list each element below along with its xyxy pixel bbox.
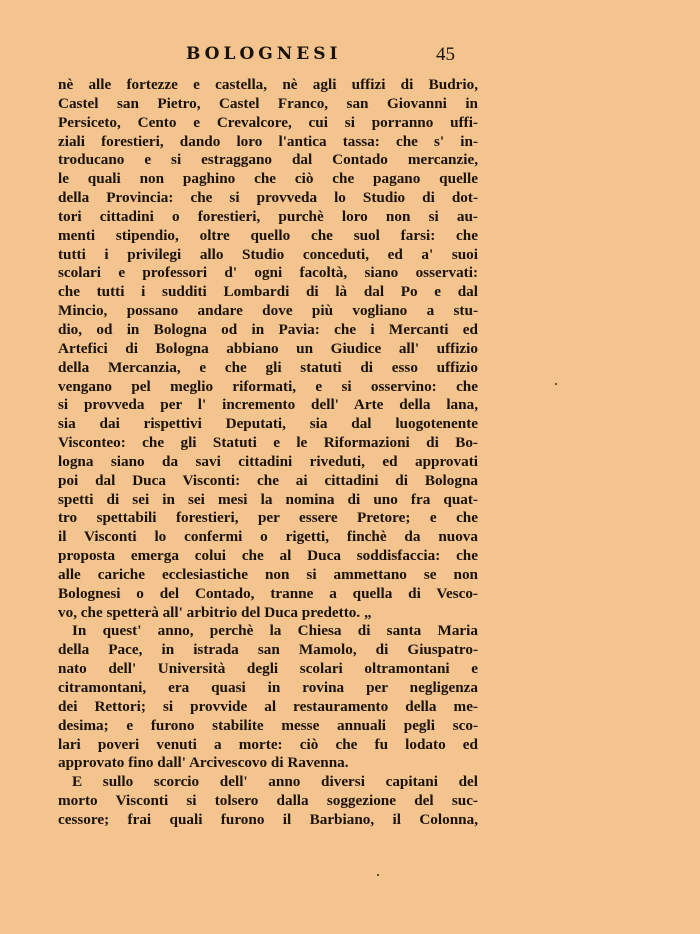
text-line: dei Rettori; si provvide al restauramento della me- — [58, 697, 478, 715]
scan-speck — [555, 383, 557, 385]
text-line: Mincio, possano andare dove più vogliano a stu- — [58, 302, 478, 320]
text-line: Bolognesi o del Contado, tranne a quella di Vesco- — [58, 584, 478, 602]
text-line: tutti i privilegi allo Studio conceduti, ed a' suoi — [58, 245, 478, 263]
body-text — [58, 76, 478, 830]
text-line: citramontani, era quasi in rovina per negligenza — [58, 679, 478, 696]
paragraph-first-line: E sullo scorcio dell' anno diversi capitani del — [72, 773, 478, 791]
text-line: menti stipendio, oltre quello che suol farsi: che — [58, 226, 478, 244]
text-line: sia dai rispettivi Deputati, sia dal luogotenente — [58, 415, 478, 433]
text-line: vengano pel meglio riformati, e si osservino: che — [58, 377, 478, 395]
running-title: BOLOGNESI — [186, 44, 342, 64]
text-line: le quali non paghino che ciò che pagano quelle — [58, 170, 478, 188]
text-line: scolari e professori d' ogni facoltà, siano osservati: — [58, 264, 478, 282]
text-line: Persiceto, Cento e Crevalcore, cui si porranno uffi- — [58, 113, 478, 131]
text-line: tro spettabili forestieri, per essere Pretore; e che — [58, 509, 478, 527]
text-line: desima; e furono stabilite messe annuali pegli sco- — [58, 716, 478, 734]
text-line: approvato fino dall' Arcivescovo di Ravenna. — [58, 754, 349, 772]
paragraph-first-line: In quest' anno, perchè la Chiesa di santa Maria — [72, 622, 478, 640]
text-line: Castel san Pietro, Castel Franco, san Giovanni in — [58, 94, 478, 112]
text-line: vo, che spetterà all' arbitrio del Duca predetto. „ — [58, 603, 372, 621]
text-line: troducano e si estraggano dal Contado mercanzie, — [58, 151, 478, 169]
text-line: che tutti i sudditi Lombardi di là dal Po e dal — [58, 283, 478, 301]
text-line: si provveda per l' incremento dell' Arte della lana, — [58, 396, 478, 414]
text-line: Visconteo: che gli Statuti e le Riformazioni di Bo- — [58, 434, 478, 452]
text-line: della Provincia: che si provveda lo Studio di dot- — [58, 189, 478, 207]
text-line: alle cariche ecclesiastiche non si ammettano se non — [58, 565, 478, 583]
scan-speck — [377, 874, 379, 876]
text-line: il Visconti lo confermi o rigetti, finchè da nuova — [58, 528, 478, 546]
text-line: della Mercanzia, e che gli statuti di esso uffizio — [58, 358, 478, 376]
text-line: Artefici di Bologna abbiano un Giudice all' uffizio — [58, 339, 478, 357]
text-line: spetti di sei in sei mesi la nomina di uno fra quat- — [58, 490, 478, 508]
text-line: lari poveri venuti a morte: ciò che fu lodato ed — [58, 735, 478, 753]
text-line: ziali forestieri, dando loro l'antica tassa: che s' in- — [58, 132, 478, 150]
text-line: logna siano da savi cittadini riveduti, ed approvati — [58, 452, 478, 470]
page-header — [58, 44, 478, 68]
text-line: tori cittadini o forestieri, purchè loro non si au- — [58, 207, 478, 225]
text-line: cessore; frai quali furono il Barbiano, il Colonna, — [58, 810, 478, 828]
text-line: nè alle fortezze e castella, nè agli uffizi di Budrio, — [58, 76, 478, 93]
page-number: 45 — [436, 44, 455, 65]
text-line: dio, od in Bologna od in Pavia: che i Mercanti ed — [58, 320, 478, 338]
text-line: poi dal Duca Visconti: che ai cittadini di Bologna — [58, 471, 478, 489]
text-line: proposta emerga colui che al Duca soddisfaccia: che — [58, 547, 478, 565]
text-line: morto Visconti si tolsero dalla soggezione del suc- — [58, 792, 478, 810]
text-line: nato dell' Università degli scolari oltramontani e — [58, 660, 478, 678]
text-line: della Pace, in istrada san Mamolo, di Giuspatro- — [58, 641, 478, 659]
